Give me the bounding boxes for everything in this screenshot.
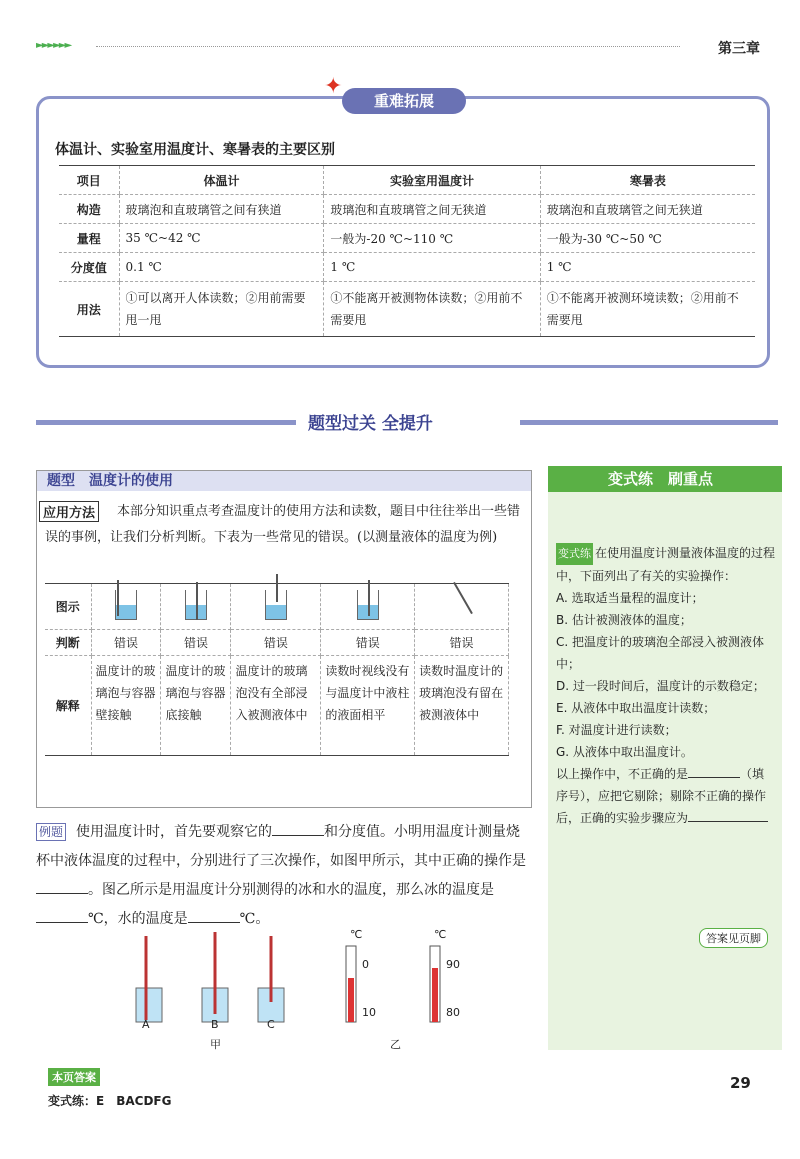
row-label: 判断 [45,630,91,656]
page-header [36,38,760,60]
header-divider [96,46,680,47]
example-text: 使用温度计时，首先要观察它的 [76,824,273,840]
step: C. 把温度计的玻璃泡全部浸入被测液体中； [556,635,765,671]
topic-title: 题型 温度计的使用 [37,471,531,491]
answer-blank[interactable] [688,821,768,822]
method-text: 本部分知识重点考查温度计的使用方法和读数，题目中往往举出一些错误的事例，让我们分析判断。下表为一些常见的错误。(以测量液体的温度为例) [45,504,521,545]
step: F. 对温度计进行读数； [556,723,677,737]
practice-box [548,466,782,1050]
expand-box [36,96,770,368]
step: G. 从液体中取出温度计。 [556,745,693,759]
table-header: 体温计 [119,166,324,195]
table-cell: 35 ℃~42 ℃ [119,224,324,253]
method-tag: 应用方法 [39,501,99,522]
table-cell: ①可以离开人体读数；②用前需要甩一甩 [119,282,324,337]
diagram-cell [231,584,321,630]
error-table [45,583,509,756]
table-cell: 0.1 ℃ [119,253,324,282]
section-bar-right [520,420,778,425]
figure-label-c: C [267,1018,275,1031]
question-text: 以上操作中，不正确的是 [556,767,689,781]
example-text: ℃，水的温度是 [88,911,188,927]
figure-label-yi: 乙 [390,1038,401,1051]
thermometer-tick: 10 [362,1006,376,1019]
figure-label-jia: 甲 [210,1038,221,1051]
comparison-table [59,165,755,337]
page-answer-text: 变式练：E BACDFG [48,1094,172,1108]
page-answer [48,1066,171,1109]
practice-text [556,542,776,829]
step: D. 过一段时间后，温度计的示数稳定； [556,679,765,693]
table-cell: 分度值 [59,253,119,282]
diagram-cell [161,584,231,630]
answer-blank[interactable] [688,777,740,778]
step: E. 从液体中取出温度计读数； [556,701,716,715]
table-cell: ①不能离开被测环境读数；②用前不需要甩 [540,282,755,337]
mascot-icon: ✦ [324,74,343,99]
table-cell: 玻璃泡和直玻璃管之间无狭道 [324,195,540,224]
table-header: 项目 [59,166,119,195]
table-header: 实验室用温度计 [324,166,540,195]
figure-drawing [100,928,500,1048]
thermometer-unit: ℃ [350,928,363,941]
topic-box [36,470,532,808]
row-label: 解释 [45,656,91,756]
judgement: 错误 [321,630,415,656]
answer-blank[interactable] [188,922,240,923]
expand-badge-label: 重难拓展 [373,92,434,110]
row-label: 图示 [45,584,91,630]
beaker-icon [451,590,473,620]
thermometer-tick: 0 [362,958,369,971]
diagram-cell [415,584,509,630]
explanation: 读数时视线没有与温度计中液柱的液面相平 [321,656,415,756]
table-cell: 1 ℃ [324,253,540,282]
table-cell: 量程 [59,224,119,253]
step: B. 估计被测液体的温度； [556,613,692,627]
expand-badge [324,74,466,114]
expand-title: 体温计、实验室用温度计、寒暑表的主要区别 [55,142,335,158]
example-text: 。图乙所示是用温度计分别测得的冰和水的温度，那么冰的温度是 [88,882,494,898]
answer-blank[interactable] [272,835,324,836]
judgement: 错误 [161,630,231,656]
example-tag: 例题 [36,823,66,841]
thermometer-tick: 90 [446,958,460,971]
judgement: 错误 [91,630,161,656]
example-figures [100,928,500,1051]
explanation: 温度计的玻璃泡与容器底接触 [161,656,231,756]
table-cell: 用法 [59,282,119,337]
explanation: 读数时温度计的玻璃泡没有留在被测液体中 [415,656,509,756]
beaker-icon [265,590,287,620]
example-text: 和分度值。小明用温度计测量烧杯中液体温度的过程中，分别进行了三次操作，如图甲所示，其中正确的操作是 [36,824,526,869]
table-cell: ①不能离开被测物体读数；②用前不需要甩 [324,282,540,337]
thermometer-unit: ℃ [434,928,447,941]
answer-link[interactable]: 答案见页脚 [699,928,768,948]
table-cell: 1 ℃ [540,253,755,282]
page-answer-tag: 本页答案 [48,1068,100,1086]
explanation: 温度计的玻璃泡没有全部浸入被测液体中 [231,656,321,756]
figure-label-a: A [142,1018,150,1031]
practice-header: 变式练 刷重点 [548,466,782,492]
thermometer-tick: 80 [446,1006,460,1019]
beaker-icon [115,590,137,620]
example-problem [36,818,532,934]
beaker-icon [357,590,379,620]
question [556,763,776,829]
question-text: （填序号），应把它剔除；剔除不正确的操作后，正确的实验步骤应为 [556,767,767,825]
table-cell: 一般为-20 ℃~110 ℃ [324,224,540,253]
example-text: ℃。 [239,911,270,927]
figure-label-b: B [211,1018,219,1031]
explanation: 温度计的玻璃泡与容器壁接触 [91,656,161,756]
table-cell: 玻璃泡和直玻璃管之间有狭道 [119,195,324,224]
beaker-icon [185,590,207,620]
table-cell: 玻璃泡和直玻璃管之间无狭道 [540,195,755,224]
arrow-decoration-icon: ►►►►►► [36,40,71,51]
page-number: 29 [730,1074,751,1092]
diagram-cell [321,584,415,630]
section-divider [36,412,778,432]
table-cell: 一般为-30 ℃~50 ℃ [540,224,755,253]
table-cell: 构造 [59,195,119,224]
table-header: 寒暑表 [540,166,755,195]
practice-intro: 在使用温度计测量液体温度的过程中，下面列出了有关的实验操作： [556,546,776,583]
answer-blank[interactable] [36,922,88,923]
judgement: 错误 [415,630,509,656]
section-bar-left [36,420,296,425]
chapter-label: 第三章 [718,41,760,57]
judgement: 错误 [231,630,321,656]
diagram-cell [91,584,161,630]
practice-tag: 变式练 [556,543,593,565]
step: A. 选取适当量程的温度计； [556,591,704,605]
answer-blank[interactable] [36,893,88,894]
section-title: 题型过关 全提升 [308,414,433,434]
